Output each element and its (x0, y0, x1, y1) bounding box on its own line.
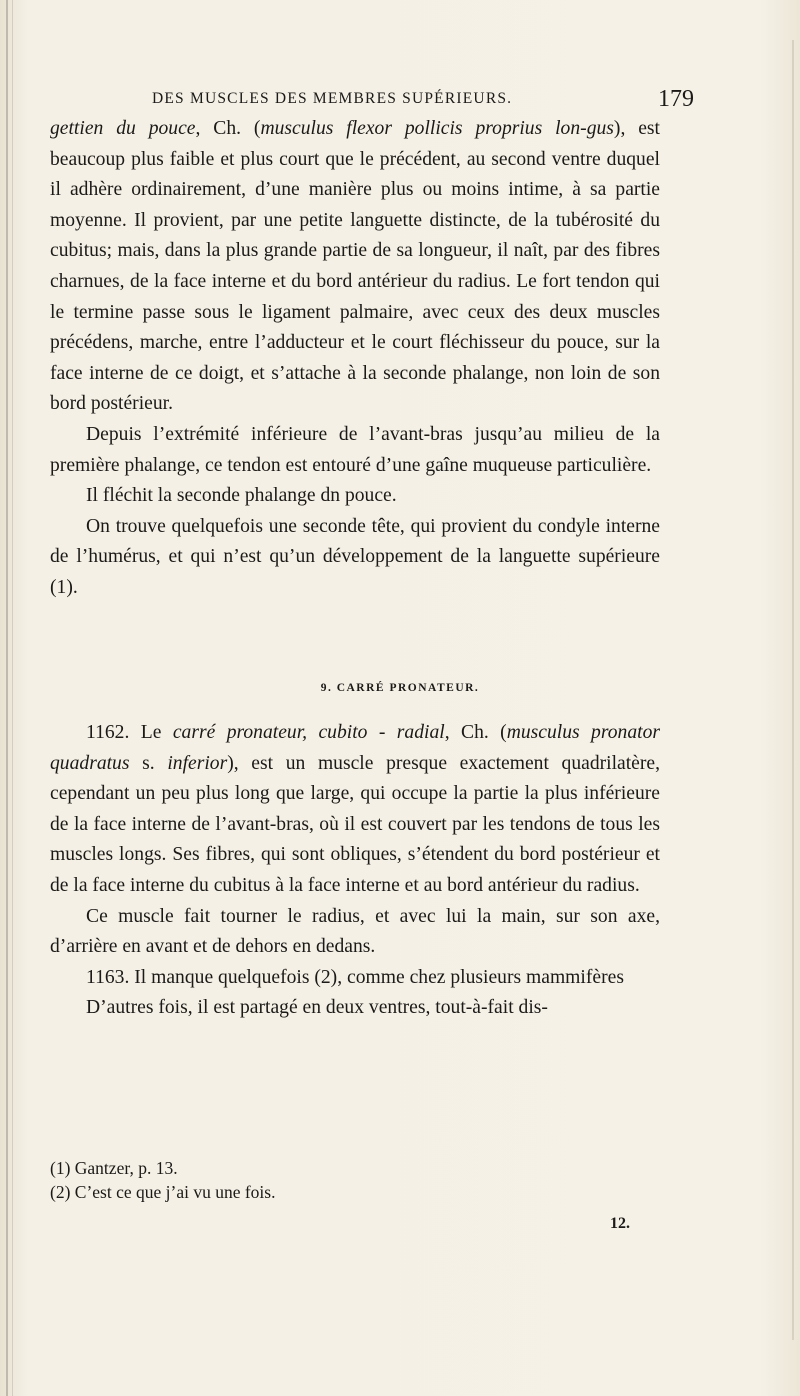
paragraph: On trouve quelquefois une seconde tête, qui provient du condyle interne de l’humérus, et qui n’est qu’un développement de la languette supérieure (1). (50, 515, 660, 598)
section-heading: 9. CARRÉ PRONATEUR. (320, 682, 480, 694)
article-body: ), est un muscle presque exactement quadrilatère, cependant un peu plus long que large, qui occupe la partie la plus inférieure de la face interne de l’avant-bras, où il est couvert par les tendons de tous les muscles longs. Ses fibres, qui sont obliques, s’étendent du bord postérieur et de la face interne du cubitus à la face interne et au bord antérieur du radius. (50, 752, 660, 896)
footnote: (1) Gantzer, p. 13. (50, 1158, 178, 1178)
paragraph: Depuis l’extrémité inférieure de l’avant-bras jusqu’au milieu de la première phalange, ce tendon est entouré d’une gaîne muqueuse particulière. (50, 423, 660, 476)
latin-name-suffix: inferior (167, 752, 228, 774)
paragraph: Ce muscle fait tourner le radius, et avec lui la main, sur son axe, d’arrière en avant et de dehors en dedans. (50, 905, 660, 958)
signature-mark: 12. (610, 1215, 630, 1232)
citation-prefix: , Ch. ( (444, 722, 507, 743)
footnotes (50, 1156, 660, 1204)
binding-edge-shadow (12, 0, 13, 1396)
page-header (100, 86, 700, 116)
continuation-paragraph (50, 114, 660, 420)
latin-name-part1: musculus flexor pollicis proprius lon- (260, 118, 587, 139)
article-number: 1162. Le (86, 722, 173, 743)
paragraph: 1163. Il manque quelquefois (2), comme chez plusieurs mammifères (86, 966, 624, 988)
article-1162 (50, 718, 660, 902)
muscle-name-italic: carré pronateur, cubito - radial (172, 722, 445, 743)
paragraph: D’autres fois, il est partagé en deux ventres, tout-à-fait dis- (86, 997, 548, 1019)
continuation-body: ), est beaucoup plus faible et plus court que le précédent, au second ventre duquel il adhère ordinairement, d’une manière plus ou moins intime, à sa partie moyenne. Il provient, par une petite languette distincte, de la tubérosité du cubitus; mais, dans la plus grande partie de sa longueur, il naît, par des fibres charnues, de la face interne et du bord antérieur du radius. Le fort tendon qui le termine passe sous le ligament palmaire, avec ceux des deux muscles précédens, marche, entre l’adducteur et le court fléchisseur du pouce, sur la face interne de ce doigt, et s’attache à la seconde phalange, non loin de son bord postérieur. (50, 118, 661, 415)
latin-name-part2: gus (586, 118, 614, 139)
paragraph: Il fléchit la seconde phalange dn pouce. (86, 485, 397, 507)
footnote: (2) C’est ce que j’ai vu une fois. (50, 1182, 276, 1202)
latin-name: musculus pronator quadratus (50, 722, 661, 774)
latin-connector: s. (129, 752, 168, 774)
binding-edge-line (6, 0, 8, 1396)
text-block-upper (50, 114, 660, 604)
text-block-lower (50, 718, 660, 1024)
page-number: 179 (658, 86, 694, 112)
citation-prefix: , Ch. ( (195, 118, 261, 139)
italic-muscle-name: gettien du pouce (50, 118, 196, 139)
running-title: DES MUSCLES DES MEMBRES SUPÉRIEURS. (152, 90, 513, 107)
